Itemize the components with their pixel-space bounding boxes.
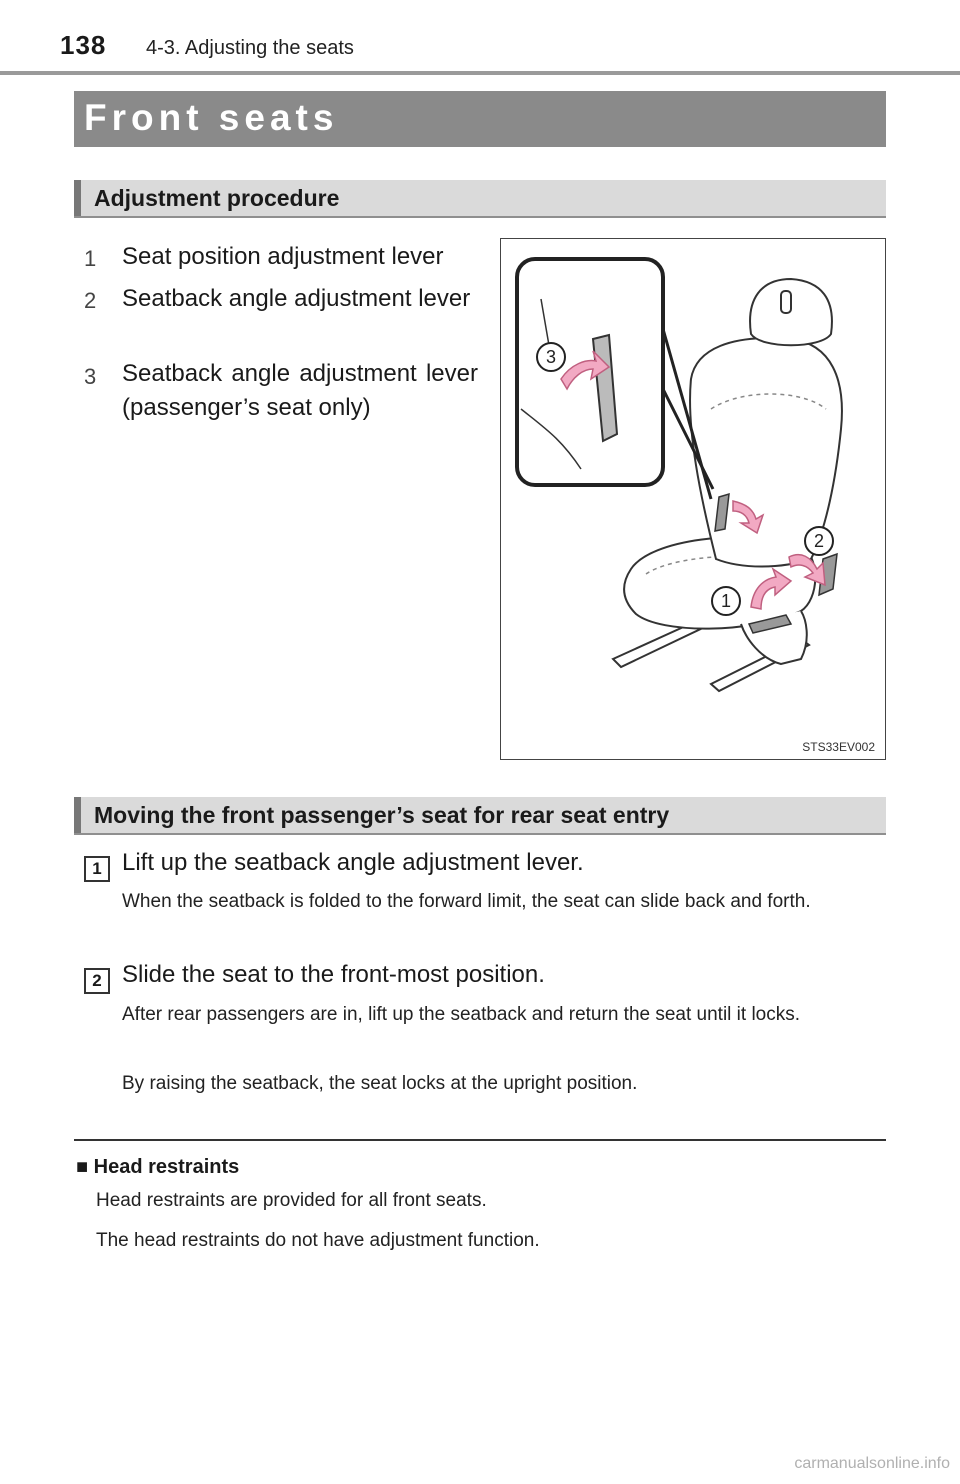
- item-number: 2: [84, 288, 97, 313]
- head-restraints-heading: ■ Head restraints: [76, 1156, 240, 1178]
- adjustment-heading-bar: [74, 180, 886, 218]
- seat-illustration: [500, 238, 886, 760]
- item-text: Seat position adjustment lever: [122, 243, 444, 270]
- item-text: Seatback angle adjustment lever (passenger’s seat only): [122, 360, 478, 421]
- step-number: 2: [84, 968, 110, 994]
- callout-3: 3: [545, 347, 557, 367]
- seat-drawing: [501, 239, 885, 759]
- head-restraints-line: The head restraints do not have adjustment function.: [96, 1230, 540, 1251]
- section-breadcrumb: 4-3. Adjusting the seats: [146, 37, 354, 59]
- rear-entry-heading-bar: [74, 797, 886, 835]
- head-restraints-line: Head restraints are provided for all front seats.: [96, 1190, 487, 1211]
- bullet-icon: ■: [76, 1156, 89, 1178]
- step-note: By raising the seatback, the seat locks at the upright position.: [122, 1073, 638, 1094]
- step-number: 1: [84, 856, 110, 882]
- step-note: After rear passengers are in, lift up the seatback and return the seat until it locks.: [122, 1004, 801, 1025]
- callout-2: 2: [813, 531, 825, 551]
- step-title: Lift up the seatback angle adjustment lever.: [122, 849, 584, 876]
- page-number: 138: [60, 30, 107, 60]
- illustration-code: STS33EV002: [802, 740, 875, 754]
- step-note: When the seatback is folded to the forward limit, the seat can slide back and forth.: [122, 891, 811, 912]
- page-title: Front seats: [84, 97, 339, 138]
- header-rule: [0, 71, 960, 75]
- watermark: carmanualsonline.info: [794, 1455, 950, 1472]
- step-title: Slide the seat to the front-most position.: [122, 961, 545, 988]
- adjustment-heading: Adjustment procedure: [94, 185, 340, 211]
- rear-entry-heading: Moving the front passenger’s seat for rear seat entry: [94, 802, 670, 828]
- item-text: Seatback angle adjustment lever: [122, 285, 471, 312]
- callout-1: 1: [720, 591, 732, 611]
- item-number: 3: [84, 364, 97, 389]
- item-number: 1: [84, 246, 97, 271]
- page-title-bar: [74, 91, 886, 147]
- section-divider: [74, 1139, 886, 1141]
